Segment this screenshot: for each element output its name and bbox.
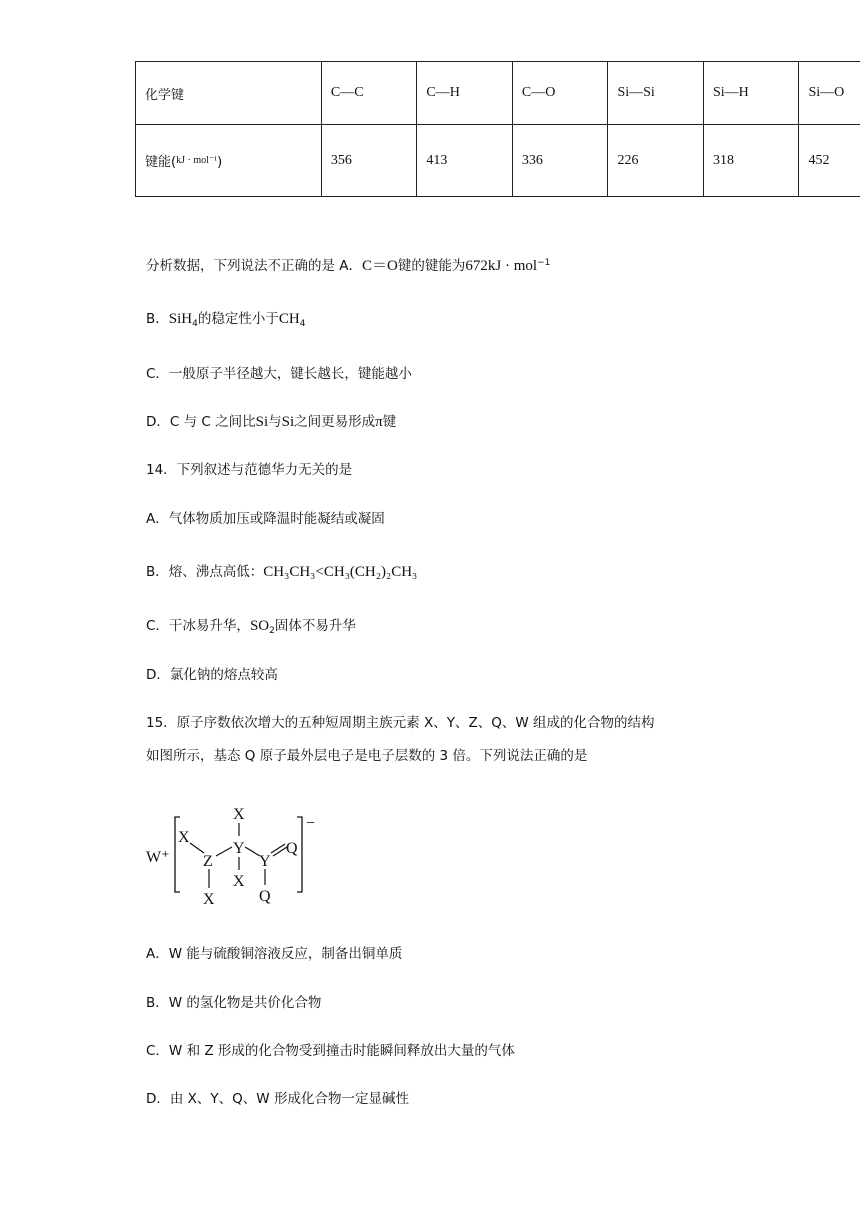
energy-cell: 318 bbox=[703, 125, 799, 197]
q15-option-c: C．W 和 Z 形成的化合物受到撞击时能瞬间释放出大量的气体 bbox=[146, 1043, 515, 1059]
energy-unit: kJ · mol⁻¹ bbox=[176, 154, 218, 166]
energy-label: 键能 bbox=[145, 154, 172, 170]
bond-cell: Si—O bbox=[799, 62, 860, 125]
atom-y2: Y bbox=[259, 853, 271, 870]
atom-q2: Q bbox=[259, 888, 271, 905]
q14-stem: 14．下列叙述与范德华力无关的是 bbox=[146, 462, 353, 478]
cation-label: W⁺ bbox=[146, 849, 170, 866]
anion-charge: − bbox=[306, 815, 316, 832]
q14-option-c: C．干冰易升华，$SO_2$固体不易升华 bbox=[146, 618, 356, 636]
q15-option-a: A．W 能与硫酸铜溶液反应，制备出铜单质 bbox=[146, 946, 403, 962]
q13-option-c: C．一般原子半径越大，键长越长，键能越小 bbox=[146, 366, 412, 382]
atom-y1: Y bbox=[233, 840, 245, 857]
q14-formula: CH₃CH₃<CH₃(CH₂)₂CH₃ bbox=[263, 564, 418, 580]
table-header-label: 化学键 bbox=[136, 62, 322, 125]
structure-diagram bbox=[146, 800, 326, 910]
right-bracket bbox=[297, 817, 302, 892]
energy-cell: 452 bbox=[799, 125, 860, 197]
energy-cell: 413 bbox=[417, 125, 513, 197]
q15-option-b: B．W 的氢化物是共价化合物 bbox=[146, 995, 322, 1011]
atom-q1: Q bbox=[286, 840, 298, 857]
bond-cell: C—H bbox=[417, 62, 513, 125]
q14-option-b: B．熔、沸点高低：CH₃CH₃<CH₃(CH₂)₂CH₃ bbox=[146, 564, 418, 580]
q15-option-d: D．由 X、Y、Q、W 形成化合物一定显碱性 bbox=[146, 1091, 409, 1107]
energy-cell: 226 bbox=[608, 125, 704, 197]
atom-x3: X bbox=[233, 806, 245, 823]
bond-energy-table bbox=[135, 61, 860, 197]
q13-option-b: B．SiH$_4$的稳定性小于$CH_4$ bbox=[146, 311, 306, 329]
bond-cell: Si—H bbox=[703, 62, 799, 125]
q13-option-a: 分析数据，下列说法不正确的是 A．C＝O键的键能为672kJ · mol$^{-1}$ bbox=[146, 258, 551, 274]
bond-cell: C—C bbox=[321, 62, 417, 125]
q14-option-d: D．氯化钠的熔点较高 bbox=[146, 667, 278, 683]
table-row bbox=[136, 125, 860, 197]
energy-cell: 336 bbox=[512, 125, 608, 197]
atom-x4: X bbox=[233, 873, 245, 890]
table-row bbox=[136, 62, 860, 125]
energy-label-cell: 键能($^{kJ \cdot mol^{-1}}$) bbox=[136, 125, 322, 197]
bond-cell: Si—Si bbox=[608, 62, 704, 125]
atom-x1: X bbox=[178, 829, 190, 846]
bond-cell: C—O bbox=[512, 62, 608, 125]
atom-z: Z bbox=[203, 853, 213, 870]
atom-x2: X bbox=[203, 891, 215, 908]
q13-option-d: D．C 与 C 之间比Si与Si之间更易形成π键 bbox=[146, 414, 397, 430]
energy-cell: 356 bbox=[321, 125, 417, 197]
q14-option-a: A．气体物质加压或降温时能凝结或凝固 bbox=[146, 511, 385, 527]
q15-stem-line1: 15．原子序数依次增大的五种短周期主族元素 X、Y、Z、Q、W 组成的化合物的结构 bbox=[146, 715, 655, 731]
q15-stem-line2: 如图所示，基态 Q 原子最外层电子是电子层数的 3 倍。下列说法正确的是 bbox=[146, 748, 588, 764]
